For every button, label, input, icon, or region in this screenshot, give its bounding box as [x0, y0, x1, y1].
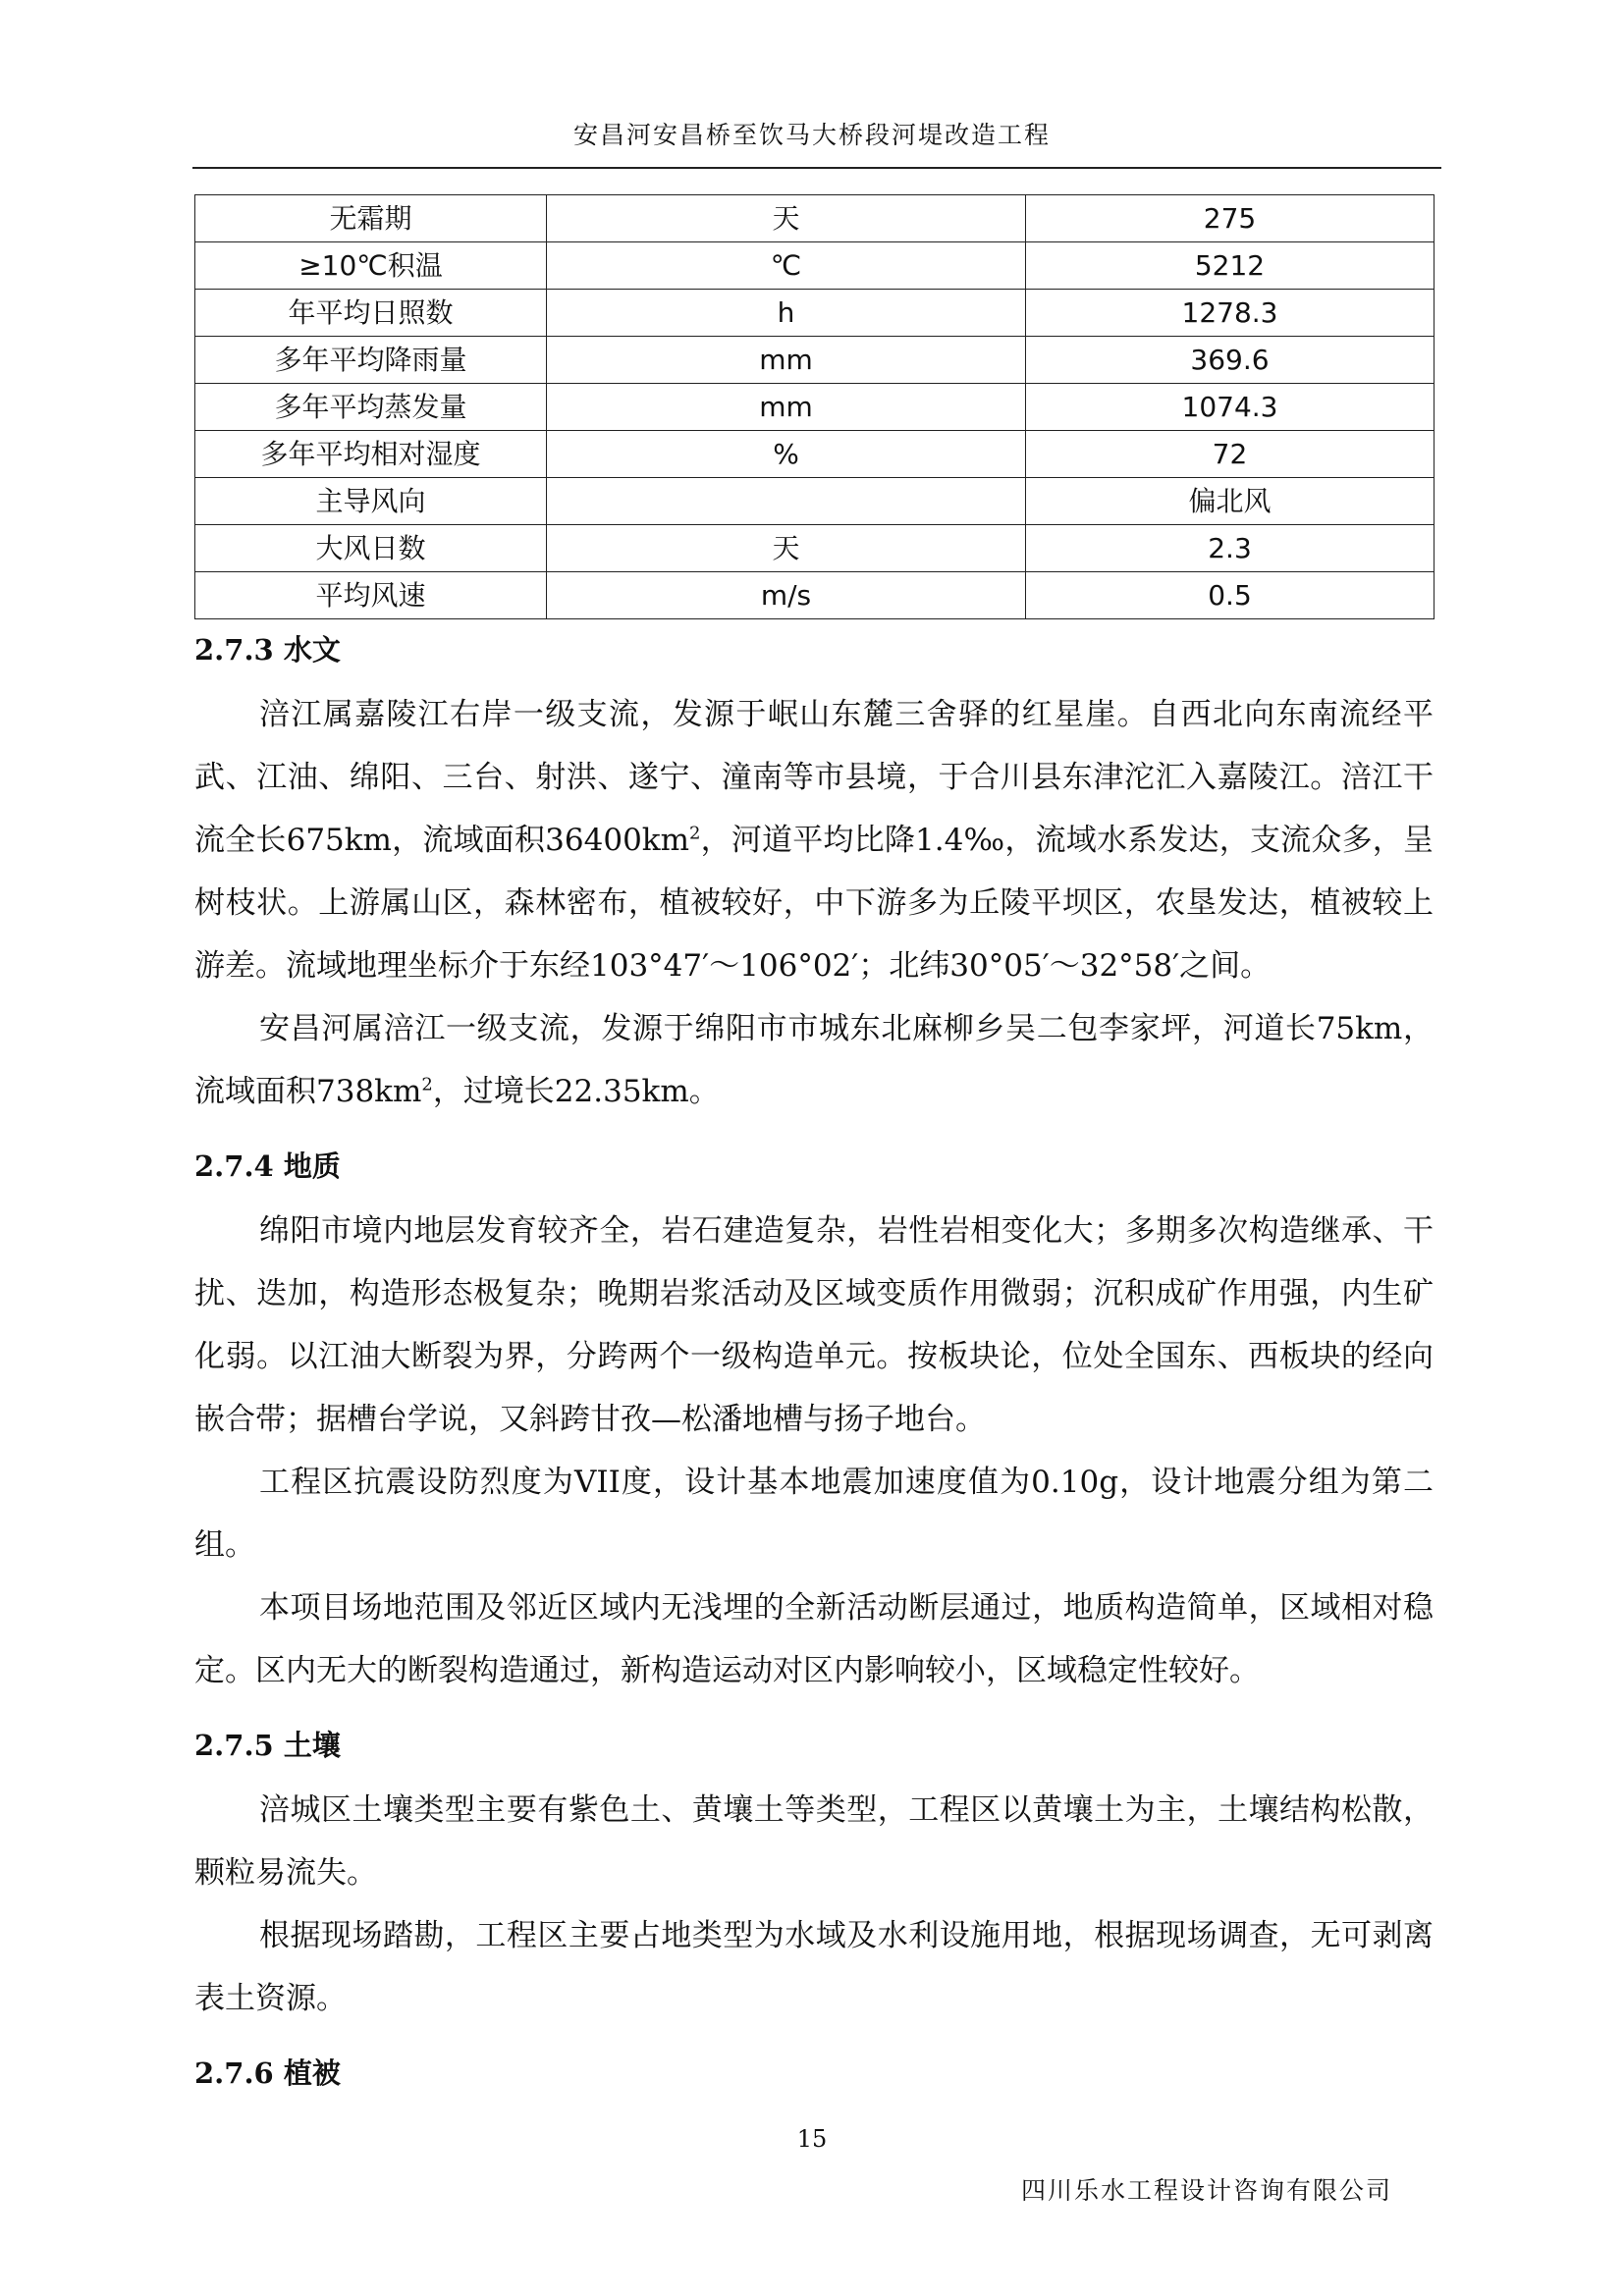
section-heading-hydrology: 2.7.3 水文	[194, 633, 341, 667]
superscript-2: 2	[688, 823, 701, 844]
climate-cell-item: 主导风向	[195, 478, 547, 525]
climate-cell-item: ≥10℃积温	[195, 242, 547, 290]
section-heading-geology: 2.7.4 地质	[194, 1149, 341, 1183]
climate-cell-unit: 天	[547, 525, 1026, 572]
climate-cell-unit: m/s	[547, 572, 1026, 619]
paragraph-geology-3: 本项目场地范围及邻近区域内无浅埋的全新活动断层通过，地质构造简单，区域相对稳定。区内无大的断裂构造通过，新构造运动对区内影响较小，区域稳定性较好。	[194, 1590, 1434, 1688]
page-number: 15	[796, 2125, 828, 2153]
climate-table-row	[195, 290, 1435, 337]
text-hydrology-1a: 涪江属嘉陵江右岸一级支流，发源于岷山东麓三舍驿的红星崖。自西北向东南流经平武、江油、绵阳、三台、射洪、遂宁、潼南等市县境，于合川县东津沱汇入嘉陵江。涪江干流全长675km，流域面积36400km	[194, 697, 1434, 858]
climate-table-row	[195, 525, 1435, 572]
climate-cell-value: 275	[1026, 195, 1435, 242]
climate-cell-unit: %	[547, 431, 1026, 478]
climate-cell-value: 0.5	[1026, 572, 1435, 619]
climate-cell-item: 大风日数	[195, 525, 547, 572]
climate-cell-unit: mm	[547, 337, 1026, 384]
climate-cell-value: 2.3	[1026, 525, 1435, 572]
company-name: 四川乐水工程设计咨询有限公司	[1020, 2176, 1392, 2205]
climate-cell-value: 369.6	[1026, 337, 1435, 384]
paragraph-soil-2: 根据现场踏勘，工程区主要占地类型为水域及水利设施用地，根据现场调查，无可剥离表土资源。	[194, 1918, 1434, 2016]
climate-cell-unit	[547, 478, 1026, 525]
paragraph-soil-1: 涪城区土壤类型主要有紫色土、黄壤土等类型，工程区以黄壤土为主，土壤结构松散，颗粒易流失。	[194, 1792, 1434, 1891]
superscript-2: 2	[421, 1074, 433, 1095]
climate-cell-value: 72	[1026, 431, 1435, 478]
climate-cell-unit: h	[547, 290, 1026, 337]
climate-cell-item: 平均风速	[195, 572, 547, 619]
header-divider	[192, 167, 1441, 169]
climate-cell-item: 年平均日照数	[195, 290, 547, 337]
climate-table-row	[195, 572, 1435, 619]
paragraph-geology-1: 绵阳市境内地层发育较齐全，岩石建造复杂，岩性岩相变化大；多期多次构造继承、干扰、迭加，构造形态极复杂；晚期岩浆活动及区域变质作用微弱；沉积成矿作用强，内生矿化弱。以江油大断裂为界，分跨两个一级构造单元。按板块论，位处全国东、西板块的经向嵌合带；据槽台学说，又斜跨甘孜—松潘地槽与扬子地台。	[194, 1213, 1434, 1437]
paragraph-hydrology-2	[194, 997, 1434, 1123]
climate-table-row	[195, 337, 1435, 384]
section-heading-vegetation: 2.7.6 植被	[194, 2056, 341, 2090]
page-header-title: 安昌河安昌桥至饮马大桥段河堤改造工程	[572, 121, 1051, 149]
text-hydrology-2a: 安昌河属涪江一级支流，发源于绵阳市市城东北麻柳乡吴二包李家坪，河道长75km，流域面积738km	[194, 1011, 1434, 1109]
paragraph-hydrology-1	[194, 683, 1434, 997]
climate-table	[194, 194, 1435, 619]
climate-cell-item: 多年平均蒸发量	[195, 384, 547, 431]
climate-table-body	[195, 195, 1435, 619]
text-hydrology-1b: ，河道平均比降1.4‰，流域水系发达，支流众多，呈树枝状。上游属山区，森林密布，植被较好，中下游多为丘陵平坝区，农垦发达，植被较上游差。流域地理坐标介于东经103°47′～106°02′；北纬30°05′～32°58′之间。	[194, 823, 1434, 984]
climate-cell-unit: ℃	[547, 242, 1026, 290]
climate-cell-item: 多年平均相对湿度	[195, 431, 547, 478]
climate-cell-item: 多年平均降雨量	[195, 337, 547, 384]
climate-cell-unit: 天	[547, 195, 1026, 242]
climate-table-row	[195, 478, 1435, 525]
climate-table-row	[195, 195, 1435, 242]
climate-table-row	[195, 384, 1435, 431]
paragraph-geology-2: 工程区抗震设防烈度为VII度，设计基本地震加速度值为0.10g，设计地震分组为第二组。	[194, 1465, 1434, 1563]
climate-cell-unit: mm	[547, 384, 1026, 431]
climate-cell-value: 偏北风	[1026, 478, 1435, 525]
climate-cell-value: 1074.3	[1026, 384, 1435, 431]
climate-table-row	[195, 431, 1435, 478]
climate-cell-item: 无霜期	[195, 195, 547, 242]
climate-cell-value: 1278.3	[1026, 290, 1435, 337]
text-hydrology-2b: ，过境长22.35km。	[432, 1074, 720, 1109]
climate-table-row	[195, 242, 1435, 290]
climate-cell-value: 5212	[1026, 242, 1435, 290]
section-heading-soil: 2.7.5 土壤	[194, 1729, 341, 1762]
